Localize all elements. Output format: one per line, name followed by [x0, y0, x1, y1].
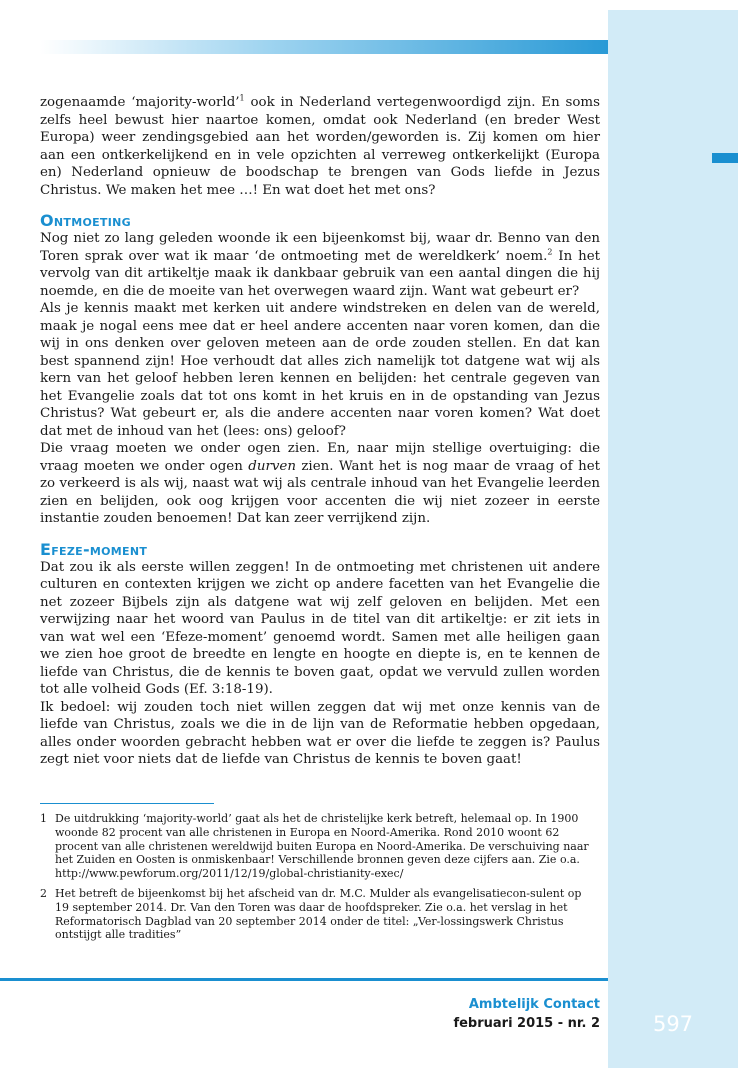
- article-body: [40, 94, 600, 769]
- footnote-ref-1[interactable]: 1: [239, 93, 245, 103]
- footer-divider: [0, 978, 608, 981]
- footnote-number: 1: [40, 812, 47, 825]
- issue-info: februari 2015 - nr. 2: [453, 1016, 600, 1031]
- sidebar-panel: [608, 10, 738, 1068]
- section-heading-ontmoeting: Ontmoeting: [40, 211, 131, 230]
- footnote-divider: [40, 803, 214, 804]
- footnote-text: De uitdrukking ‘majority-world’ gaat als het de christelijke kerk betreft, helemaal op. In 1900 woonde 82 procent van alle christenen in Europa en Noord-Amerika. Rond 2010 woont 62 procent van alle christenen wereldwijd buiten Europa en Noord-Amerika. De verschuiving naar het Zuiden en Oosten is onmiskenbaar! Verschillende bronnen geven deze cijfers aan. Zie o.a. http://www.pewforum.org/2011/12/19/global-christianity-exec/: [55, 812, 589, 881]
- side-marker: [712, 153, 738, 163]
- paragraph-3: Die vraag moeten we onder ogen zien. En, naar mijn stellige overtuiging: die vraag moeten we onder ogen durven zien. Want het is nog maar de vraag of het zo verkeerd is als wij, naast wat wij als centrale inhoud van het Evangelie leerden zien en belijden, ook oog krijgen voor accenten die wij niet zozeer in eerste instantie zouden benoemen! Dat kan zeer verrijkend zijn.: [40, 441, 600, 526]
- paragraph-4: Dat zou ik als eerste willen zeggen! In de ontmoeting met christenen uit andere culturen en contexten krijgen we zicht op andere facetten van het Evangelie die net zozeer Bijbels zijn als datgene wat wij zelf geloven en belijden. Met een verwijzing naar het woord van Paulus in de titel van dit artikeltje: er zit iets in van wat wel een ‘Efeze-moment’ genoemd wordt. Samen met alle heiligen gaan we zien hoe groot de breedte en lengte en hoogte en diepte is, en te kennen de liefde van Christus, die de kennis te boven gaat, opdat we vervuld zullen worden tot alle volheid Gods (Ef. 3:18-19).: [40, 559, 600, 697]
- paragraph-1: Nog niet zo lang geleden woonde ik een bijeenkomst bij, waar dr. Benno van den Toren sprak over wat ik maar ‘de ontmoeting met de wereldkerk’ noem.$^2$ In het vervolg van dit artikeltje maak ik dankbaar gebruik van een aantal dingen die hij noemde, en die de moeite van het overwegen waard zijn. Want wat gebeurt er?: [40, 231, 600, 299]
- header-gradient-bar: [40, 40, 608, 54]
- footnote-number: 2: [40, 886, 47, 900]
- page-number: 597: [652, 1012, 694, 1036]
- footnote-item: [40, 812, 595, 881]
- section-heading-efeze: Efeze-moment: [40, 539, 148, 559]
- footnote-item: [40, 887, 595, 942]
- paragraph-2: Als je kennis maakt met kerken uit andere windstreken en delen van de wereld, maak je nogal eens mee dat er heel andere accenten naar voren komen, dan die wij in ons denken over geloven meteen aan de orde zouden stellen. En dat kan best spannend zijn! Hoe verhoudt dat alles zich namelijk tot datgene wat wij als kern van het geloof hebben leren kennen en belijden: het centrale gegeven van het Evangelie zoals dat tot ons komt in het kruis en in de opstanding van Jezus Christus? Wat gebeurt er, als die andere accenten naar voren komen? Wat doet dat met de inhoud van het (lees: ons) geloof?: [40, 301, 600, 439]
- intro-paragraph: zogenaamde ‘majority-world’$^1$ ook in Nederland vertegenwoordigd zijn. En soms zelfs heel bewust hier naartoe komen, omdat ook Nederland (en breder West Europa) weer zendingsgebied aan het worden/geworden is. Zij komen om hier aan een ontkerkelijkend en in vele opzichten al verreweg ontkerkelijkt (Europa en) Nederland opnieuw de boodschap te brengen van Gods liefde in Jezus Christus. We maken het mee …! En wat doet het met ons?: [40, 93, 600, 198]
- magazine-title: Ambtelijk Contact: [468, 997, 600, 1012]
- paragraph-5: Ik bedoel: wij zouden toch niet willen zeggen dat wij met onze kennis van de liefde van Christus, zoals we die in de lijn van de Reformatie hebben opgedaan, alles onder woorden gebracht hebben wat er over die liefde te zeggen is? Paulus zegt niet voor niets dat de liefde van Christus de kennis te boven gaat!: [40, 699, 600, 767]
- footer: [453, 995, 600, 1033]
- footnote-text: Het betreft de bijeenkomst bij het afscheid van dr. M.C. Mulder als evangelisatiecon-sulent op 19 september 2014. Dr. Van den Toren was daar de hoofdspreker. Zie o.a. het verslag in het Reformatorisch Dagblad van 20 september 2014 onder de titel: „Ver-lossingswerk Christus ontstijgt alle tradities”: [55, 886, 582, 942]
- footnotes: [40, 812, 595, 948]
- footnote-ref-2[interactable]: 2: [547, 247, 553, 257]
